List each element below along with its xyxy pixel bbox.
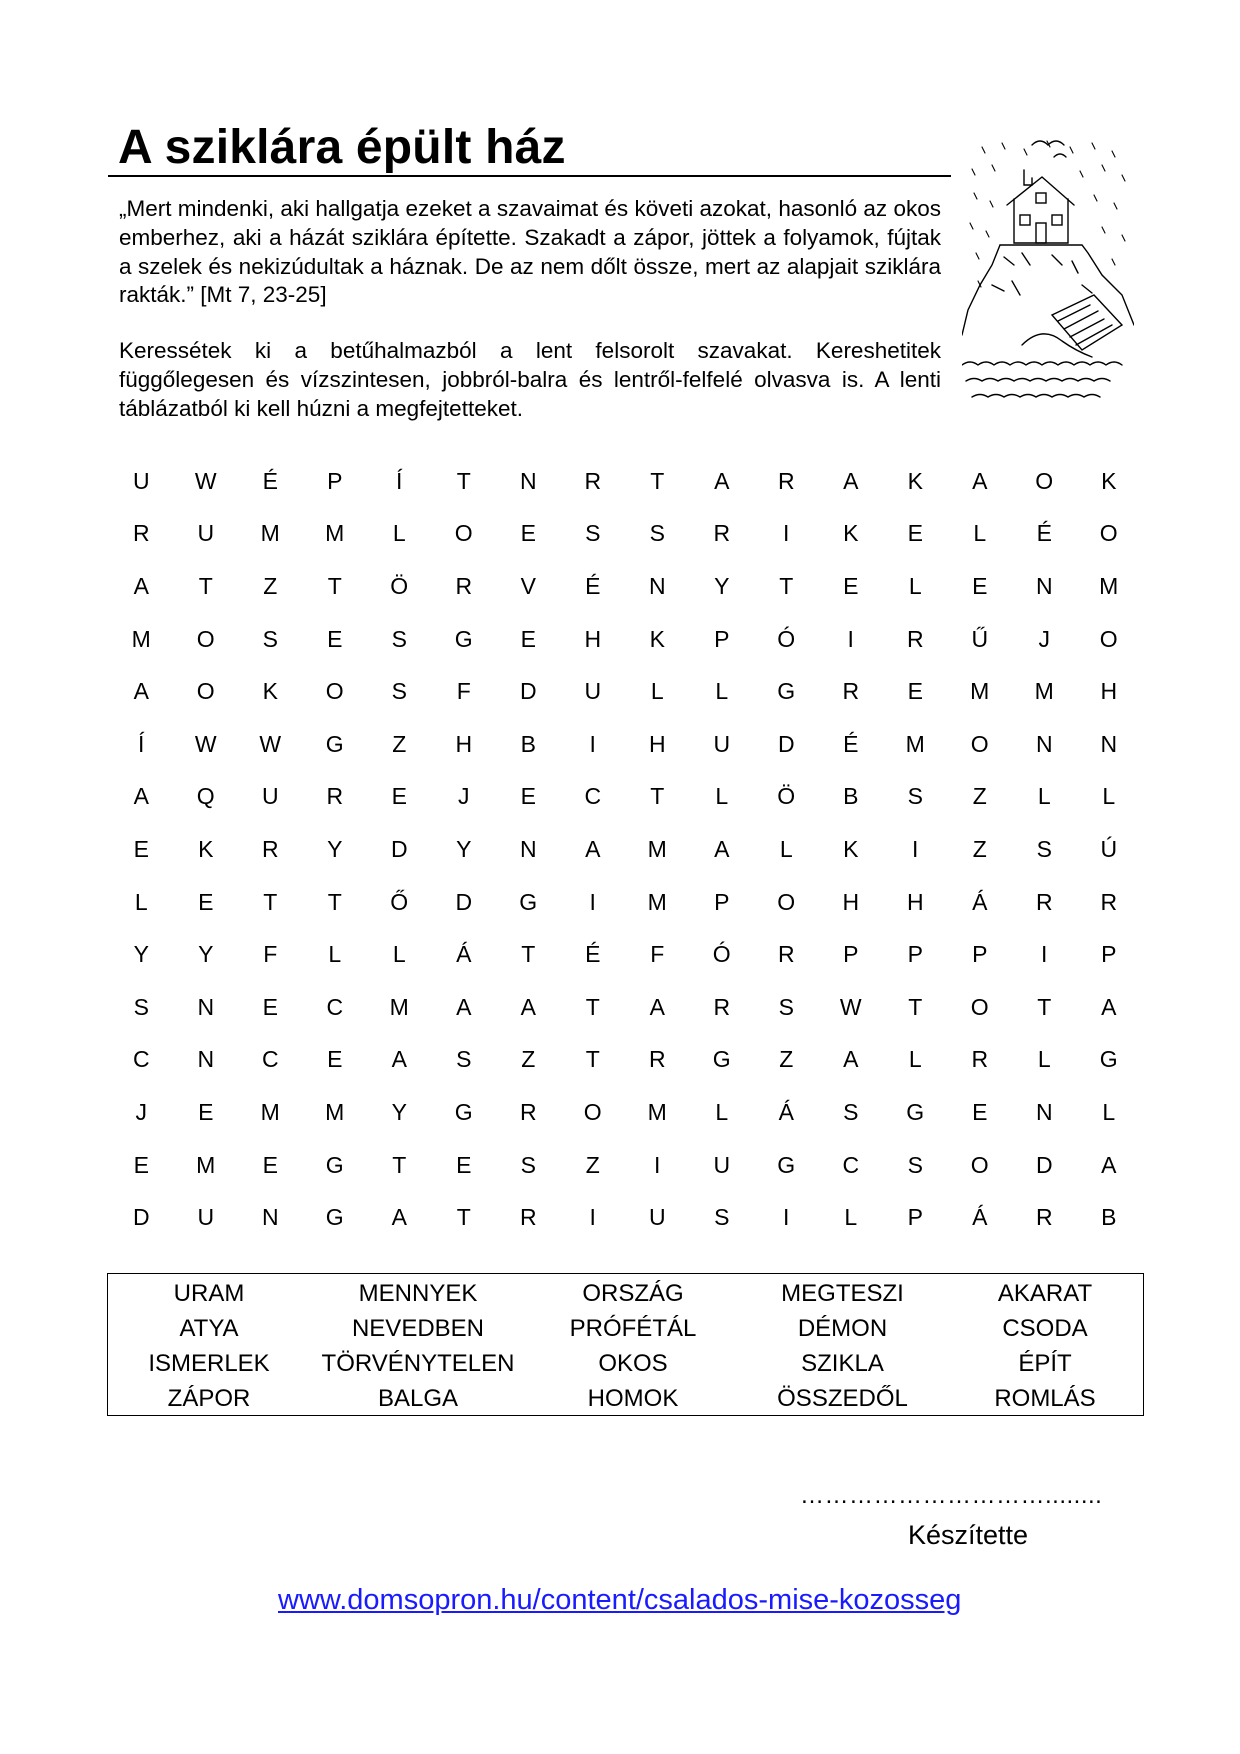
grid-letter: L [1037,1046,1051,1073]
grid-letter: J [135,1098,147,1125]
grid-letter: Ó [712,941,731,968]
grid-letter: S [843,1098,859,1125]
grid-letter: A [1101,1151,1117,1178]
grid-letter: M [647,835,667,862]
grid-letter: W [839,993,862,1020]
grid-letter: U [713,730,731,757]
word-list-item: HOMOK [587,1384,679,1412]
grid-letter: T [327,572,342,599]
grid-letter: O [583,1098,602,1125]
grid-letter: P [907,941,923,968]
grid-letter: Í [396,467,403,494]
grid-letter: A [456,993,472,1020]
grid-letter: É [1036,520,1052,547]
grid-letter: A [972,467,988,494]
grid-letter: L [779,835,793,862]
grid-letter: U [713,1151,731,1178]
grid-letter: E [520,783,536,810]
grid-letter: K [262,678,278,705]
grid-letter: O [970,1151,989,1178]
grid-letter: U [132,467,150,494]
grid-letter: L [973,520,987,547]
grid-letter: J [1038,625,1050,652]
word-list-item: TÖRVÉNYTELEN [321,1349,515,1377]
grid-letter: G [1099,1046,1118,1073]
grid-letter: R [1035,888,1053,915]
grid-letter: U [648,1204,666,1231]
word-list-item: OKOS [598,1349,668,1377]
grid-letter: R [519,1098,537,1125]
grid-letter: H [455,730,473,757]
grid-letter: A [843,1046,859,1073]
grid-letter: B [1101,1204,1117,1231]
grid-letter: G [777,678,796,705]
grid-letter: A [133,783,149,810]
grid-letter: E [133,1151,149,1178]
grid-letter: C [842,1151,860,1178]
grid-letter: A [391,1046,407,1073]
grid-letter: E [327,1046,343,1073]
grid-letter: G [325,730,344,757]
grid-letter: M [260,1098,280,1125]
grid-letter: L [650,678,664,705]
grid-letter: C [132,1046,150,1073]
grid-letter: A [133,572,149,599]
word-list-item: NEVEDBEN [351,1314,485,1342]
grid-letter: Z [972,783,987,810]
grid-letter: E [907,678,923,705]
grid-letter: E [327,625,343,652]
grid-letter: E [972,1098,988,1125]
grid-letter: T [456,467,471,494]
grid-letter: S [391,625,407,652]
title-underline [108,175,951,177]
word-list-item: PRÓFÉTÁL [569,1314,697,1342]
grid-letter: O [1099,520,1118,547]
grid-letter: S [520,1151,536,1178]
word-list-item: ATYA [179,1314,239,1342]
grid-letter: L [715,1098,729,1125]
grid-letter: S [778,993,794,1020]
grid-letter: L [1037,783,1051,810]
instructions: Keressétek ki a betűhalmazból a lent felsorolt szavakat. Kereshetitek függőlegesen és vízszintesen, jobbról-balra és lentről-felfelé olvasva is. A lenti táblázatból ki kell húzni a megfejtetteket. [119,338,941,421]
grid-letter: T [650,783,665,810]
grid-letter: O [196,678,215,705]
grid-letter: T [1037,993,1052,1020]
grid-letter: L [844,1204,858,1231]
grid-letter: D [1035,1151,1053,1178]
grid-letter: S [649,520,665,547]
grid-letter: E [198,888,214,915]
grid-letter: A [1101,993,1117,1020]
grid-letter: S [907,1151,923,1178]
grid-letter: Y [714,572,730,599]
grid-letter: O [970,993,989,1020]
grid-letter: L [392,941,406,968]
grid-letter: G [906,1098,925,1125]
grid-letter: I [589,1204,596,1231]
word-list-item: AKARAT [997,1279,1093,1307]
grid-letter: H [584,625,602,652]
grid-letter: O [454,520,473,547]
grid-letter: E [843,572,859,599]
grid-letter: R [971,1046,989,1073]
grid-letter: V [520,572,536,599]
grid-letter: L [1102,783,1116,810]
grid-letter: R [713,993,731,1020]
grid-letter: Ő [390,888,409,915]
grid-letter: L [908,1046,922,1073]
word-list-item: ISMERLEK [148,1349,270,1377]
grid-letter: T [779,572,794,599]
grid-letter: H [842,888,860,915]
grid-letter: G [325,1151,344,1178]
page-title: A sziklára épült ház [118,121,566,174]
grid-letter: T [198,572,213,599]
grid-letter: P [1101,941,1117,968]
grid-letter: L [908,572,922,599]
grid-letter: H [906,888,924,915]
bible-quote: „Mert mindenki, aki hallgatja ezeket a szavaimat és követi azokat, hasonló az okos emberhez, aki a házát sziklára építette. Szakadt a zápor, jöttek a folyamok, fújtak a szelek és nekizúdultak a háznak. De az nem dőlt össze, mert az alapjait sziklára rakták.” [Mt 7, 23-25] [119,196,941,308]
grid-letter: R [842,678,860,705]
grid-letter: L [715,678,729,705]
grid-letter: M [325,1098,345,1125]
grid-letter: S [391,678,407,705]
grid-letter: I [589,730,596,757]
grid-letter: Á [972,888,988,915]
grid-letter: Z [972,835,987,862]
grid-letter: N [519,467,537,494]
grid-letter: A [391,1204,407,1231]
grid-letter: K [649,625,665,652]
grid-letter: A [714,835,730,862]
word-list-item: ÖSSZEDŐL [777,1384,908,1412]
grid-letter: K [843,520,859,547]
grid-letter: D [519,678,537,705]
grid-letter: L [134,888,148,915]
grid-letter: G [777,1151,796,1178]
grid-letter: P [907,1204,923,1231]
grid-letter: P [327,467,343,494]
grid-letter: O [777,888,796,915]
word-list-item: MENNYEK [358,1279,478,1307]
grid-letter: Y [198,941,214,968]
grid-letter: A [843,467,859,494]
grid-letter: R [584,467,602,494]
grid-letter: É [585,941,601,968]
grid-letter: I [1041,941,1048,968]
grid-letter: B [520,730,536,757]
grid-letter: Z [263,572,278,599]
grid-letter: N [1100,730,1118,757]
grid-letter: O [970,730,989,757]
grid-letter: G [712,1046,731,1073]
grid-letter: L [715,783,729,810]
grid-letter: O [1099,625,1118,652]
grid-letter: A [133,678,149,705]
grid-letter: Z [585,1151,600,1178]
grid-letter: R [906,625,924,652]
grid-letter: D [132,1204,150,1231]
grid-letter: O [196,625,215,652]
grid-letter: Ó [777,625,796,652]
grid-letter: D [777,730,795,757]
grid-letter: R [777,941,795,968]
grid-letter: O [1035,467,1054,494]
grid-letter: U [261,783,279,810]
word-list-table [107,1273,1144,1416]
word-list-item: DÉMON [797,1314,888,1342]
grid-letter: G [454,1098,473,1125]
grid-letter: I [654,1151,661,1178]
grid-letter: W [259,730,282,757]
grid-letter: C [326,993,344,1020]
grid-letter: L [1102,1098,1116,1125]
grid-letter: M [1099,572,1119,599]
word-list-item: MEGTESZI [781,1279,904,1307]
grid-letter: K [907,467,923,494]
grid-letter: A [649,993,665,1020]
grid-letter: M [389,993,409,1020]
grid-letter: T [650,467,665,494]
grid-letter: J [458,783,470,810]
grid-letter: N [197,1046,215,1073]
grid-letter: N [519,835,537,862]
grid-letter: I [783,520,790,547]
grid-letter: R [648,1046,666,1073]
grid-letter: Z [392,730,407,757]
grid-letter: R [455,572,473,599]
grid-letter: I [847,625,854,652]
grid-letter: S [133,993,149,1020]
grid-letter: K [843,835,859,862]
grid-letter: T [327,888,342,915]
grid-letter: T [263,888,278,915]
grid-letter: Q [196,783,215,810]
grid-letter: M [260,520,280,547]
grid-letter: R [1035,1204,1053,1231]
grid-letter: E [262,1151,278,1178]
grid-letter: Y [327,835,343,862]
grid-letter: Ö [777,783,796,810]
grid-letter: É [585,572,601,599]
grid-letter: R [713,520,731,547]
grid-letter: B [843,783,859,810]
grid-letter: F [263,941,278,968]
word-list-item: ORSZÁG [582,1279,684,1307]
grid-letter: E [907,520,923,547]
grid-letter: Ö [390,572,409,599]
word-list-item: SZIKLA [801,1349,884,1377]
grid-letter: T [585,1046,600,1073]
grid-letter: T [392,1151,407,1178]
grid-letter: K [1101,467,1117,494]
grid-letter: H [1100,678,1118,705]
grid-letter: Á [456,941,472,968]
grid-letter: T [585,993,600,1020]
grid-letter: A [714,467,730,494]
grid-letter: E [972,572,988,599]
grid-letter: M [196,1151,216,1178]
grid-letter: U [197,520,215,547]
grid-letter: P [843,941,859,968]
grid-letter: C [584,783,602,810]
grid-letter: U [197,1204,215,1231]
grid-letter: G [325,1204,344,1231]
grid-letter: S [262,625,278,652]
grid-letter: R [777,467,795,494]
grid-letter: S [907,783,923,810]
grid-letter: R [261,835,279,862]
grid-letter: P [714,888,730,915]
grid-letter: N [197,993,215,1020]
grid-letter: A [585,835,601,862]
grid-letter: E [456,1151,472,1178]
grid-letter: F [456,678,471,705]
grid-letter: Í [138,730,145,757]
grid-letter: E [391,783,407,810]
grid-letter: Y [456,835,472,862]
grid-letter: Z [779,1046,794,1073]
grid-letter: R [326,783,344,810]
grid-letter: M [647,1098,667,1125]
grid-letter: E [198,1098,214,1125]
grid-letter: F [650,941,665,968]
grid-letter: S [1036,835,1052,862]
grid-letter: R [1100,888,1118,915]
grid-letter: C [261,1046,279,1073]
grid-letter: Á [778,1098,794,1125]
grid-letter: M [647,888,667,915]
grid-letter: M [131,625,151,652]
grid-letter: G [519,888,538,915]
word-list-item: ROMLÁS [994,1384,1096,1412]
house-on-rock-illustration [962,135,1134,410]
grid-letter: R [132,520,150,547]
grid-letter: Y [133,941,149,968]
word-list-item: ZÁPOR [167,1384,251,1412]
grid-letter: S [456,1046,472,1073]
grid-letter: É [262,467,278,494]
word-search-grid [109,455,1119,1245]
grid-letter: E [133,835,149,862]
grid-letter: L [392,520,406,547]
grid-letter: Ű [971,625,989,652]
grid-letter: U [584,678,602,705]
grid-letter: G [454,625,473,652]
grid-letter: Ú [1100,835,1118,862]
signature-label: Készítette [908,1520,1029,1550]
grid-letter: K [198,835,214,862]
grid-letter: N [1035,730,1053,757]
grid-letter: Z [521,1046,536,1073]
grid-letter: S [585,520,601,547]
grid-letter: Y [391,1098,407,1125]
grid-letter: S [714,1204,730,1231]
grid-letter: H [648,730,666,757]
grid-letter: T [908,993,923,1020]
grid-letter: Á [972,1204,988,1231]
word-list-item: BALGA [377,1384,459,1412]
grid-letter: I [912,835,919,862]
grid-letter: E [520,520,536,547]
grid-letter: M [1034,678,1054,705]
grid-letter: N [261,1204,279,1231]
word-list-item: CSODA [1002,1314,1088,1342]
grid-letter: O [325,678,344,705]
grid-letter: I [589,888,596,915]
footer-link[interactable]: www.domsopron.hu/content/csalados-mise-kozosseg [278,1584,962,1616]
grid-letter: N [1035,572,1053,599]
grid-letter: M [970,678,990,705]
grid-letter: W [194,467,217,494]
grid-letter: P [972,941,988,968]
grid-letter: E [262,993,278,1020]
grid-letter: E [520,625,536,652]
grid-letter: T [456,1204,471,1231]
grid-letter: M [325,520,345,547]
grid-letter: N [648,572,666,599]
word-list-item: ÉPÍT [1018,1349,1072,1377]
grid-letter: W [194,730,217,757]
grid-letter: D [390,835,408,862]
grid-letter: D [455,888,473,915]
grid-letter: N [1035,1098,1053,1125]
grid-letter: T [521,941,536,968]
grid-letter: P [714,625,730,652]
grid-letter: I [783,1204,790,1231]
word-list-item: URAM [173,1279,245,1307]
grid-letter: É [843,730,859,757]
grid-letter: A [520,993,536,1020]
signature-line: …………………………........ [800,1482,1103,1509]
grid-letter: L [328,941,342,968]
grid-letter: R [519,1204,537,1231]
grid-letter: M [905,730,925,757]
